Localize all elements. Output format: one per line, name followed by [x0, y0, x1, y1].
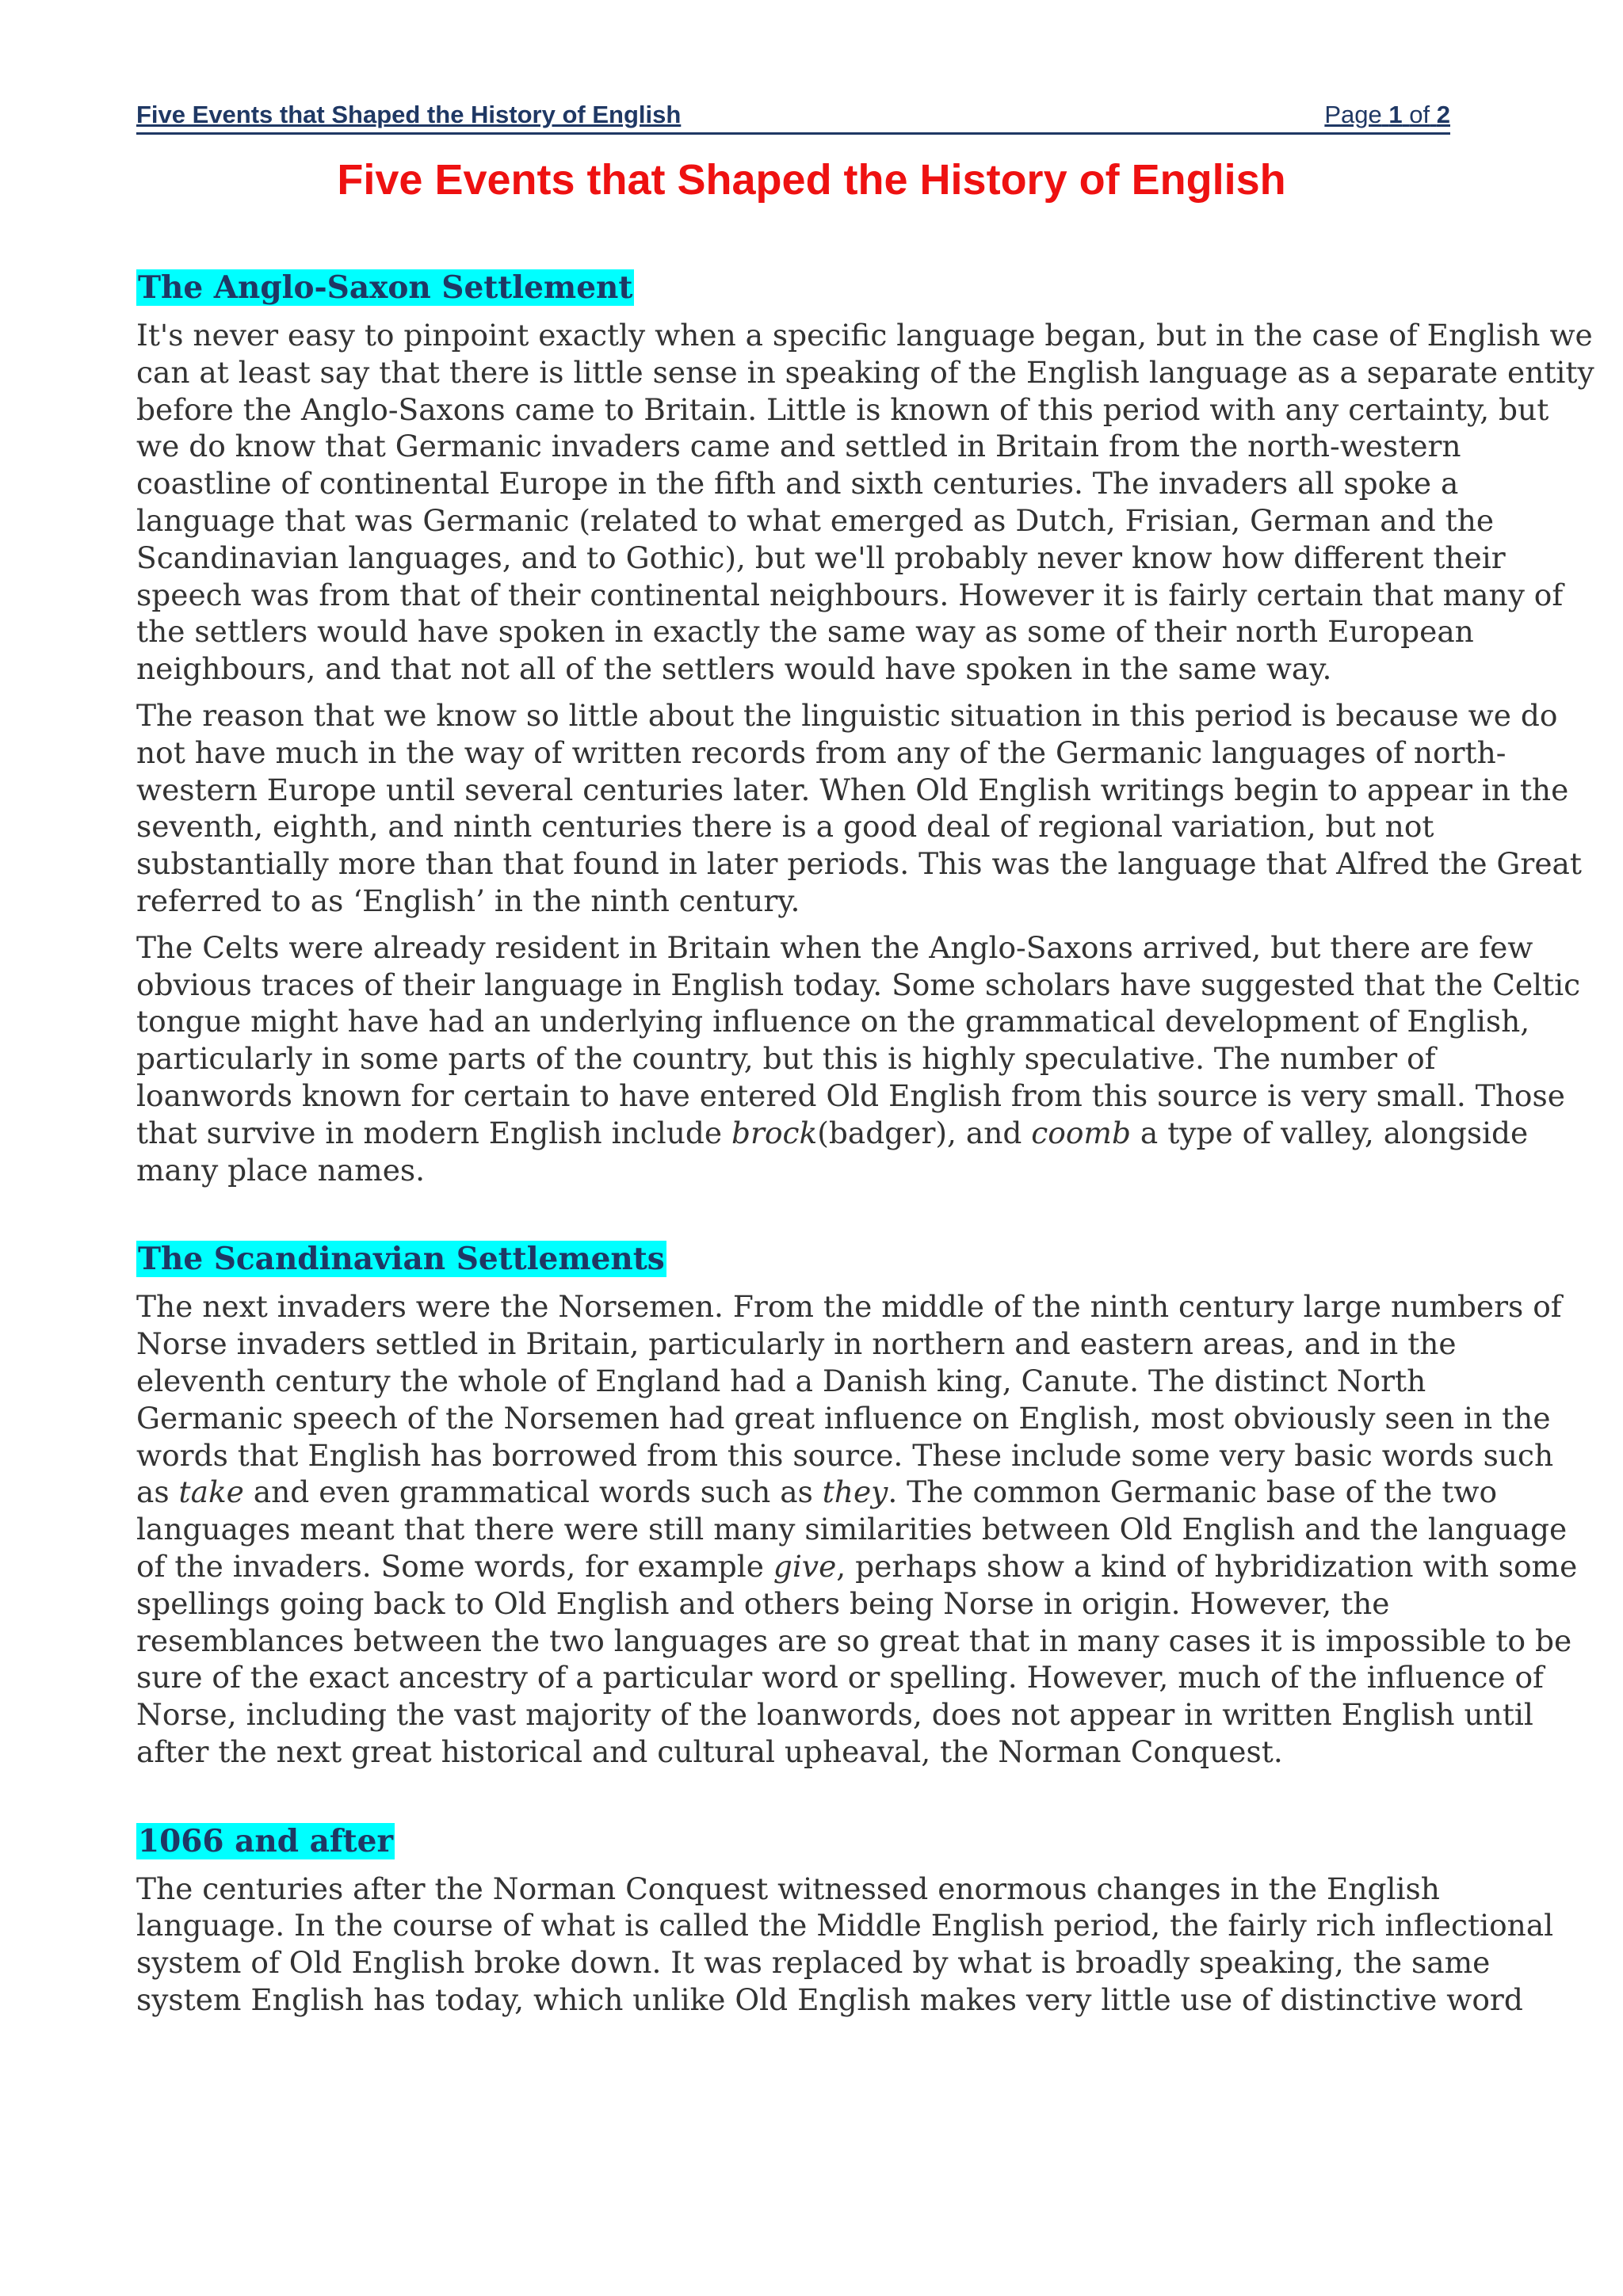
- text-line: sure of the exact ancestry of a particular word or spelling. However, much of the influence of: [136, 1660, 1544, 1695]
- text-line: not have much in the way of written records from any of the Germanic languages of north-: [136, 734, 1507, 770]
- text-line: we do know that Germanic invaders came and settled in Britain from the north-western: [136, 429, 1461, 464]
- text-line: system of Old English broke down. It was replaced by what is broadly speaking, the same: [136, 1945, 1491, 1981]
- document-body: [136, 266, 1594, 2068]
- italic-term-take: take: [178, 1474, 244, 1510]
- text-line: [136, 1115, 1529, 1152]
- page-indicator: [1324, 101, 1450, 129]
- text-run: and even grammatical words such as: [243, 1474, 823, 1510]
- paragraph: [136, 697, 1582, 920]
- text-line: many place names.: [136, 1152, 426, 1188]
- text-line: speech was from that of their continental neighbours. However it is fairly certain that many of: [136, 577, 1564, 612]
- section-heading: [136, 266, 1515, 309]
- running-header-title: Five Events that Shaped the History of English: [136, 101, 682, 128]
- text-run: that survive in modern English include: [136, 1115, 732, 1150]
- text-line: [136, 1548, 1578, 1585]
- document-title: Five Events that Shaped the History of English: [337, 156, 1286, 204]
- section-heading-text: The Anglo-Saxon Settlement: [138, 269, 633, 306]
- text-line: the settlers would have spoken in exactly the same way as some of their north European: [136, 614, 1474, 650]
- text-line: system English has today, which unlike Old English makes very little use of distinctive word: [136, 1982, 1523, 2018]
- text-run: , perhaps show a kind of hybridization with some: [836, 1548, 1578, 1584]
- text-line: seventh, eighth, and ninth centuries there is a good deal of regional variation, but not: [136, 809, 1434, 845]
- text-line: [136, 1474, 1515, 1511]
- text-line: neighbours, and that not all of the settlers would have spoken in the same way.: [136, 651, 1332, 687]
- text-line: resemblances between the two languages are so great that in many cases it is impossible to be: [136, 1623, 1572, 1658]
- section-heading: [136, 1238, 1515, 1280]
- text-line: It's never easy to pinpoint exactly when a specific language began, but in the case of English we: [136, 318, 1593, 353]
- text-line: The Celts were already resident in Britain when the Anglo-Saxons arrived, but there are few: [136, 929, 1533, 965]
- text-line: languages meant that there were still many similarities between Old English and the language: [136, 1512, 1568, 1547]
- section-heading-text: The Scandinavian Settlements: [138, 1241, 665, 1278]
- text-line: words that English has borrowed from this source. These include some very basic words such: [136, 1437, 1554, 1473]
- text-line: western Europe until several centuries later. When Old English writings begin to appear in the: [136, 772, 1569, 807]
- italic-term-give: give: [773, 1548, 837, 1584]
- text-line: The reason that we know so little about the linguistic situation in this period is because we do: [136, 697, 1558, 733]
- text-line: language that was Germanic (related to what emerged as Dutch, Frisian, German and the: [136, 502, 1495, 538]
- italic-term-coomb: coomb: [1031, 1115, 1132, 1150]
- running-header: [136, 99, 1450, 135]
- text-line: coastline of continental Europe in the fifth and sixth centuries. The invaders all spoke a: [136, 466, 1459, 502]
- text-line: language. In the course of what is called the Middle English period, the fairly rich inflectional: [136, 1908, 1554, 1943]
- text-line: spellings going back to Old English and others being Norse in origin. However, the: [136, 1585, 1390, 1621]
- section-heading: [136, 1820, 1515, 1863]
- text-line: particularly in some parts of the country, but this is highly speculative. The number of: [136, 1041, 1436, 1077]
- text-line: eleventh century the whole of England had a Danish king, Canute. The distinct North: [136, 1363, 1426, 1398]
- paragraph: [136, 1288, 1578, 1770]
- text-run: a type of valley, alongside: [1131, 1115, 1529, 1150]
- text-line: Scandinavian languages, and to Gothic), but we'll probably never know how different their: [136, 540, 1506, 575]
- page-word: Page: [1324, 101, 1382, 128]
- text-line: The centuries after the Norman Conquest witnessed enormous changes in the English: [136, 1871, 1440, 1906]
- page-total: 2: [1436, 101, 1450, 128]
- section-scandinavian: [136, 1238, 1578, 1770]
- text-run: as: [136, 1474, 179, 1510]
- text-run: . The common Germanic base of the two: [888, 1474, 1498, 1510]
- text-line: tongue might have had an underlying influence on the grammatical development of English,: [136, 1004, 1530, 1039]
- text-line: Germanic speech of the Norsemen had great influence on English, most obviously seen in the: [136, 1400, 1551, 1436]
- text-line: obvious traces of their language in English today. Some scholars have suggested that the Celtic: [136, 967, 1581, 1002]
- text-line: substantially more than that found in later periods. This was the language that Alfred the Great: [136, 846, 1582, 882]
- italic-term-brock: brock: [731, 1115, 818, 1150]
- page-of-word: of: [1409, 101, 1430, 128]
- text-line: Norse invaders settled in Britain, particularly in northern and eastern areas, and in the: [136, 1326, 1457, 1362]
- section-heading-text: 1066 and after: [138, 1822, 394, 1859]
- text-line: after the next great historical and cultural upheaval, the Norman Conquest.: [136, 1733, 1283, 1769]
- text-line: loanwords known for certain to have entered Old English from this source is very small. Those: [136, 1077, 1565, 1113]
- paragraph: [136, 1871, 1554, 2019]
- text-line: can at least say that there is little sense in speaking of the English language as a separate entity: [136, 354, 1594, 390]
- text-run: of the invaders. Some words, for example: [136, 1548, 773, 1584]
- text-line: before the Anglo-Saxons came to Britain. Little is known of this period with any certainty, but: [136, 391, 1549, 427]
- paragraph: [136, 317, 1594, 688]
- text-run: (badger), and: [817, 1115, 1032, 1150]
- italic-term-they: they: [822, 1474, 888, 1510]
- text-line: The next invaders were the Norsemen. From the middle of the ninth century large numbers of: [136, 1289, 1562, 1325]
- text-line: referred to as ‘English’ in the ninth century.: [136, 883, 800, 918]
- text-line: Norse, including the vast majority of the loanwords, does not appear in written English until: [136, 1697, 1533, 1733]
- paragraph: [136, 929, 1581, 1189]
- section-1066: [136, 1820, 1554, 2019]
- page-current: 1: [1388, 101, 1403, 128]
- section-anglo-saxon: [136, 266, 1594, 1188]
